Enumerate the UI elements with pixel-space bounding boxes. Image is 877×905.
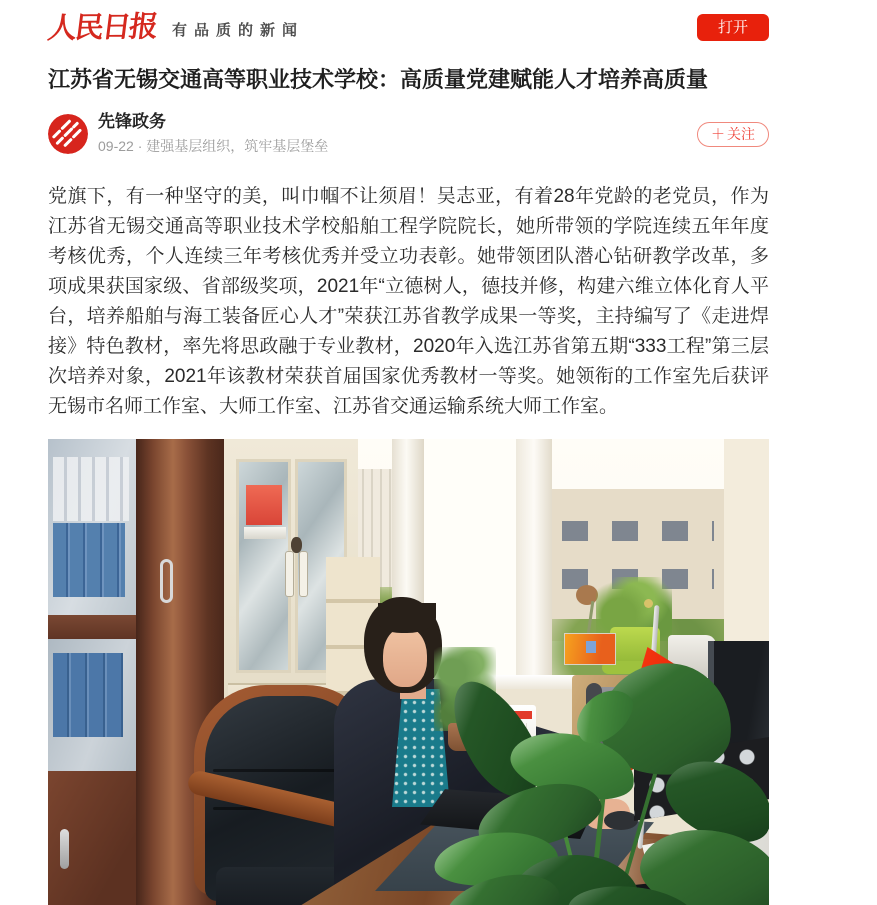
blue-binders: [53, 653, 123, 737]
white-binders: [53, 457, 129, 521]
xianfeng-logo-icon: [48, 114, 88, 154]
flag-pole-tip: [644, 599, 653, 608]
article-body: 党旗下，有一种坚守的美，叫巾帼不让须眉！吴志亚，有着28年党龄的老党员，作为江苏省无锡交通高等职业技术学校船舶工程学院院长，她所带领的学院连续五年年度考核优秀，个人连续三年考核优秀并受立功表彰。她带领团队潜心钻研教学改革，多项成果获国家级、省部级奖项，2021年“立德树人，德技并修，构建六维立体化育人平台，培养船舶与海工装备匠心人才”荣获江苏省教学成果一等奖，主持编写了《走进焊接》特色教材，率先将思政融于专业教材，2020年入选江苏省第五期“333工程”第三层次培养对象，2021年该教材荣获首届国家优秀教材一等奖。她领衔的工作室先后获评无锡市名师工作室、大师工作室、江苏省交通运输系统大师工作室。: [48, 186, 769, 417]
heart-decoration: [576, 585, 598, 605]
paper-stack: [244, 527, 286, 539]
card-photo: [586, 641, 596, 653]
door-handle: [160, 559, 173, 603]
open-app-button[interactable]: 打开: [697, 14, 769, 41]
article-photo[interactable]: [48, 439, 769, 905]
woman-face: [383, 627, 427, 687]
follow-button[interactable]: [697, 122, 769, 147]
header-tagline: 有品质的新闻: [172, 22, 305, 39]
red-folder: [246, 485, 282, 525]
article-page: [45, 0, 769, 905]
woman-hair-fringe: [378, 603, 436, 633]
page-header: [45, 0, 769, 45]
article-title: 江苏省无锡交通高等职业技术学校：高质量党建赋能人才培养高质量: [48, 67, 709, 92]
computer-mouse: [604, 811, 638, 830]
author-avatar[interactable]: [48, 114, 88, 154]
author-info: [98, 112, 328, 156]
author-meta: 09-22 · 建强基层组织，筑牢基层堡垒: [98, 138, 329, 154]
peoples-daily-logo: 人民日报: [45, 9, 159, 45]
plus-icon: ＋: [711, 125, 725, 142]
cabinet-handle: [299, 551, 308, 597]
window-frame: [516, 439, 552, 683]
building-windows: [562, 521, 714, 541]
cabinet-handle: [60, 829, 69, 869]
bookcase-frame: [48, 615, 136, 639]
author-row: [48, 113, 769, 155]
follow-label: 关注: [727, 125, 755, 142]
cabinet-handle: [285, 551, 294, 597]
author-name[interactable]: 先锋政务: [98, 112, 166, 131]
blue-binders: [53, 523, 125, 597]
